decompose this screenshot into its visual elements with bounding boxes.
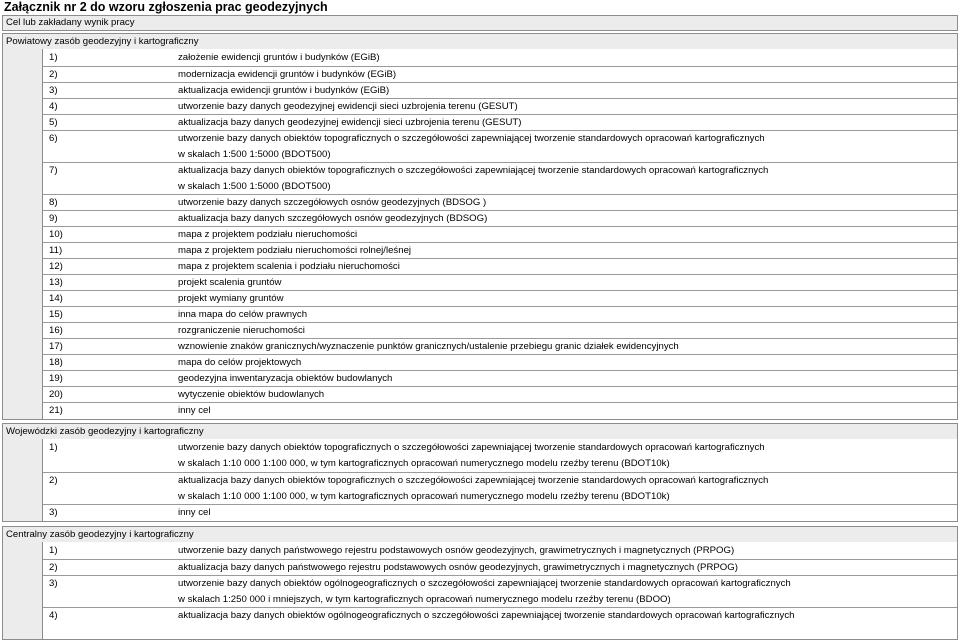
item-number: 10): [49, 229, 63, 240]
section-body: [2, 49, 958, 420]
list-item: [43, 504, 957, 521]
item-number: 19): [49, 373, 63, 384]
item-number: 3): [49, 578, 58, 589]
list-item: [43, 130, 957, 163]
item-text: utworzenie bazy danych państwowego rejestru podstawowych osnów geodezyjnych, grawimetrycznych i magnetycznych (PRPOG): [178, 545, 735, 556]
section-body: [2, 439, 958, 522]
item-number: 6): [49, 133, 58, 144]
list-item: [43, 440, 957, 472]
item-number: 17): [49, 341, 63, 352]
item-text: projekt wymiany gruntów: [178, 293, 284, 304]
item-number: 2): [49, 69, 58, 80]
item-text: aktualizacja bazy danych obiektów topograficznych o szczegółowości zapewniającej tworzenie standardowych opracowań kartograficznych: [178, 475, 769, 486]
page-title: Załącznik nr 2 do wzoru zgłoszenia prac geodezyjnych: [4, 0, 328, 14]
list-item: [43, 162, 957, 195]
item-text: wytyczenie obiektów budowlanych: [178, 389, 325, 400]
list-item: [43, 338, 957, 355]
section-indent: [3, 439, 43, 521]
item-number: 21): [49, 405, 63, 416]
item-number: 9): [49, 213, 58, 224]
item-number: 1): [49, 52, 58, 63]
item-text: mapa z projektem podziału nieruchomości: [178, 229, 358, 240]
list-item: [43, 402, 957, 419]
list-item: [43, 194, 957, 211]
item-text: utworzenie bazy danych obiektów ogólnogeograficznych o szczegółowości zapewniającej tworzenie standardowych opracowań kartograficznych: [178, 578, 791, 589]
list-item: [43, 607, 957, 624]
list-item: [43, 50, 957, 66]
section-indent: [3, 49, 43, 419]
item-text: rozgraniczenie nieruchomości: [178, 325, 305, 336]
item-text: inna mapa do celów prawnych: [178, 309, 308, 320]
item-text: inny cel: [178, 405, 211, 416]
list-item: [43, 114, 957, 131]
item-text: utworzenie bazy danych obiektów topograficznych o szczegółowości zapewniającej tworzenie standardowych opracowań kartograficznych: [178, 442, 765, 453]
item-text: geodezyjna inwentaryzacja obiektów budowlanych: [178, 373, 393, 384]
item-text-continuation: w skalach 1:500 1:5000 (BDOT500): [178, 181, 331, 192]
item-text: inny cel: [178, 507, 211, 518]
list-item: [43, 575, 957, 608]
item-text: utworzenie bazy danych szczegółowych osnów geodezyjnych (BDSOG ): [178, 197, 487, 208]
section-indent: [3, 542, 43, 639]
item-number: 2): [49, 562, 58, 573]
item-text: mapa z projektem scalenia i podziału nieruchomości: [178, 261, 400, 272]
list-item: [43, 98, 957, 115]
item-number: 7): [49, 165, 58, 176]
item-number: 11): [49, 245, 63, 256]
list-item: [43, 322, 957, 339]
item-text: aktualizacja bazy danych geodezyjnej ewidencji sieci uzbrojenia terenu (GESUT): [178, 117, 522, 128]
list-item: [43, 370, 957, 387]
item-text: aktualizacja bazy danych obiektów topograficznych o szczegółowości zapewniającej tworzenie standardowych opracowań kartograficznych: [178, 165, 769, 176]
item-number: 3): [49, 507, 58, 518]
item-text-continuation: w skalach 1:250 000 i mniejszych, w tym kartograficznych opracowań numerycznego modelu rzeźby terenu (BDOO): [178, 594, 671, 605]
list-item: [43, 290, 957, 307]
item-text: projekt scalenia gruntów: [178, 277, 282, 288]
list-item: [43, 242, 957, 259]
list-item: [43, 354, 957, 371]
section-heading: Powiatowy zasób geodezyjny i kartograficzny: [2, 33, 958, 49]
item-text: aktualizacja bazy danych państwowego rejestru podstawowych osnów geodezyjnych, grawimetrycznych i magnetycznych (PRPOG): [178, 562, 738, 573]
item-text-continuation: w skalach 1:10 000 1:100 000, w tym kartograficznych opracowań numerycznego modelu rzeźby terenu (BDOT10k): [178, 491, 670, 502]
list-item: [43, 82, 957, 99]
item-text-continuation: w skalach 1:500 1:5000 (BDOT500): [178, 149, 331, 160]
section-heading: Wojewódzki zasób geodezyjny i kartograficzny: [2, 423, 958, 439]
list-item: [43, 543, 957, 559]
item-text-continuation: w skalach 1:10 000 1:100 000, w tym kartograficznych opracowań numerycznego modelu rzeźby terenu (BDOT10k): [178, 458, 670, 469]
item-text: mapa z projektem podziału nieruchomości rolnej/leśnej: [178, 245, 412, 256]
item-number: 5): [49, 117, 58, 128]
item-text: utworzenie bazy danych geodezyjnej ewidencji sieci uzbrojenia terenu (GESUT): [178, 101, 518, 112]
item-text: wznowienie znaków granicznych/wyznaczenie punktów granicznych/ustalenie przebiegu granic działek ewidencyjnych: [178, 341, 679, 352]
list-item: [43, 66, 957, 83]
item-number: 20): [49, 389, 63, 400]
list-item: [43, 258, 957, 275]
list-item: [43, 472, 957, 505]
list-item: [43, 226, 957, 243]
item-text: aktualizacja bazy danych obiektów ogólnogeograficznych o szczegółowości zapewniającej tworzenie standardowych opracowań kartograficznych: [178, 610, 795, 621]
item-number: 1): [49, 442, 58, 453]
item-number: 2): [49, 475, 58, 486]
item-number: 12): [49, 261, 63, 272]
item-number: 4): [49, 101, 58, 112]
item-number: 18): [49, 357, 63, 368]
list-item: [43, 274, 957, 291]
item-text: aktualizacja ewidencji gruntów i budynków (EGiB): [178, 85, 390, 96]
section-body: [2, 542, 958, 640]
item-text: utworzenie bazy danych obiektów topograficznych o szczegółowości zapewniającej tworzenie standardowych opracowań kartograficznych: [178, 133, 765, 144]
item-number: 3): [49, 85, 58, 96]
item-number: 4): [49, 610, 58, 621]
item-number: 15): [49, 309, 63, 320]
section-heading: Centralny zasób geodezyjny i kartograficzny: [2, 526, 958, 542]
item-text: założenie ewidencji gruntów i budynków (EGiB): [178, 52, 380, 63]
item-number: 1): [49, 545, 58, 556]
item-number: 8): [49, 197, 58, 208]
list-item: [43, 210, 957, 227]
item-number: 14): [49, 293, 63, 304]
item-text: mapa do celów projektowych: [178, 357, 302, 368]
item-text: modernizacja ewidencji gruntów i budynków (EGiB): [178, 69, 397, 80]
list-item: [43, 306, 957, 323]
item-number: 16): [49, 325, 63, 336]
list-item: [43, 386, 957, 403]
list-item: [43, 559, 957, 576]
item-number: 13): [49, 277, 63, 288]
item-text: aktualizacja bazy danych szczegółowych osnów geodezyjnych (BDSOG): [178, 213, 488, 224]
column-header: Cel lub zakładany wynik pracy: [2, 15, 958, 31]
